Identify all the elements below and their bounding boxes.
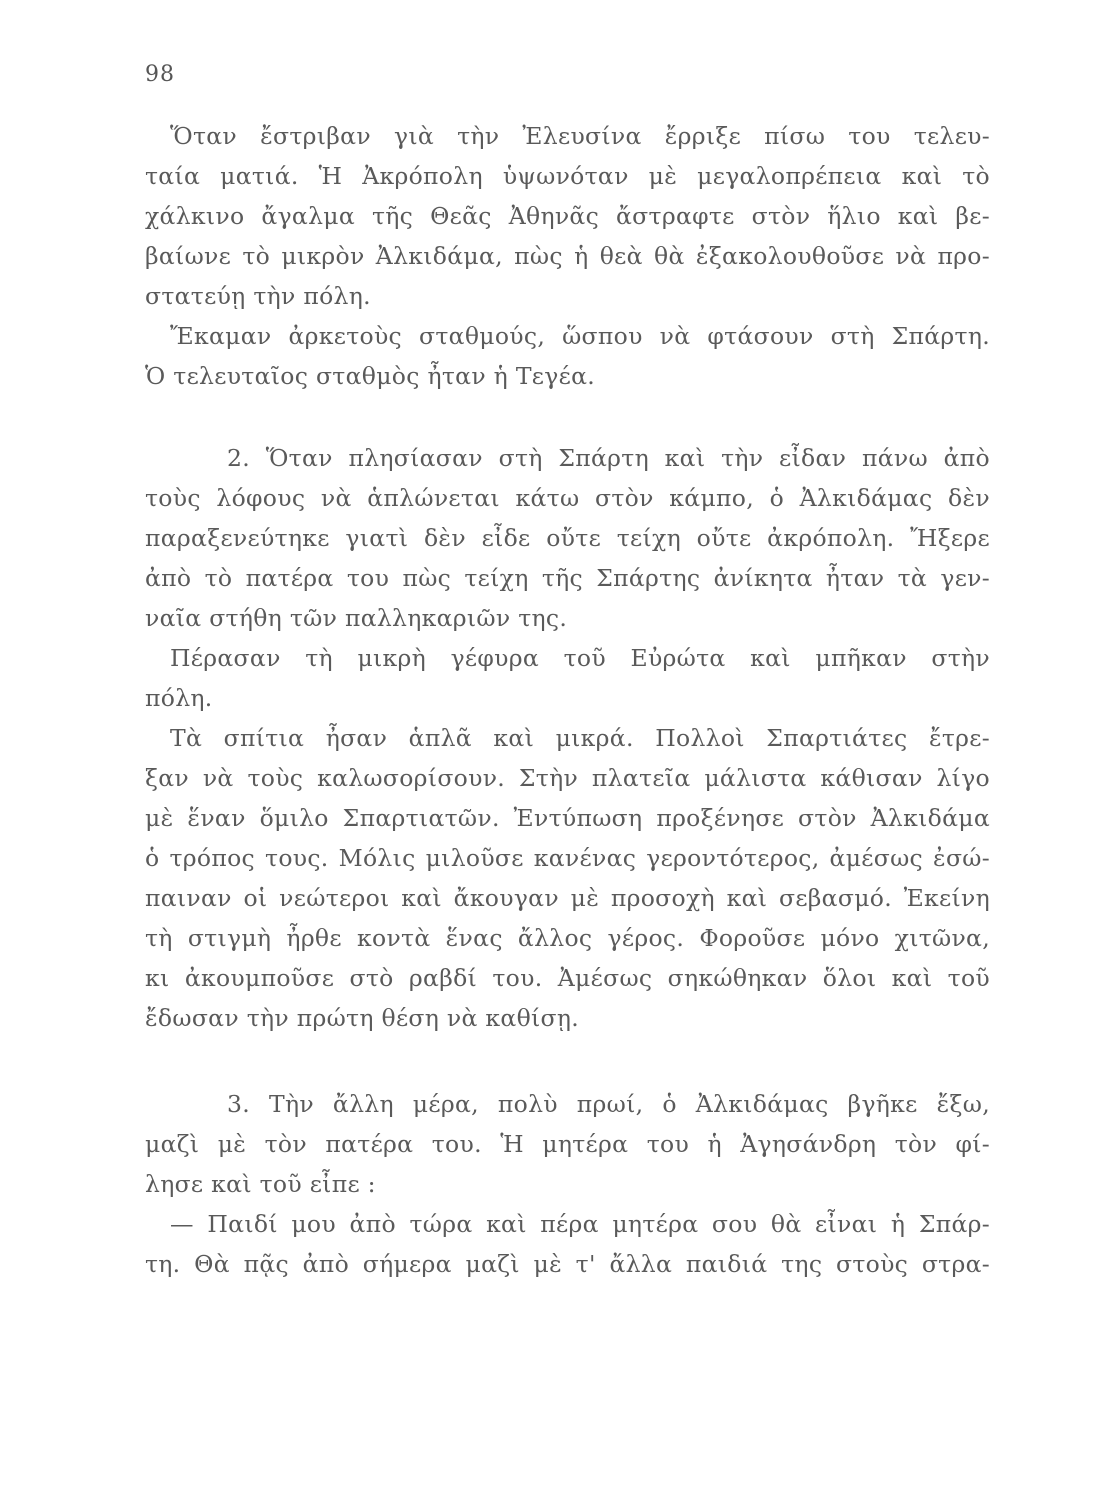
text-line: βαίωνε τὸ μικρὸν Ἀλκιδάμα, πὼς ἡ θεὰ θὰ ἐξακολουθοῦσε νὰ προ- [145,242,990,270]
paragraph [145,638,990,718]
text-line: μὲ ἕναν ὅμιλο Σπαρτιατῶν. Ἐντύπωση προξένησε στὸν Ἀλκιδάμα [145,804,990,832]
page-number: 98 [145,62,175,87]
text-line: λησε καὶ τοῦ εἶπε : [145,1170,376,1198]
text-line: ἔδωσαν τὴν πρώτη θέση νὰ καθίσῃ. [145,1004,580,1032]
body-text [145,116,990,1284]
section-gap [145,396,990,438]
text-line: Ὁ τελευταῖος σταθμὸς ἦταν ἡ Τεγέα. [145,362,596,390]
text-line: Πέρασαν τὴ μικρὴ γέφυρα τοῦ Εὐρώτα καὶ μπῆκαν στὴν [170,644,990,672]
text-line: παιναν οἱ νεώτεροι καὶ ἄκουγαν μὲ προσοχὴ καὶ σεβασμό. Ἐκείνη [145,884,990,912]
text-line: 2. Ὅταν πλησίασαν στὴ Σπάρτη καὶ τὴν εἶδαν πάνω ἀπὸ [227,444,990,472]
text-line: Ἔκαμαν ἀρκετοὺς σταθμούς, ὥσπου νὰ φτάσουν στὴ Σπάρτη. [170,322,990,350]
text-line: ὁ τρόπος τους. Μόλις μιλοῦσε κανένας γεροντότερος, ἀμέσως ἐσώ- [145,844,990,872]
text-line: Ὅταν ἔστριβαν γιὰ τὴν Ἐλευσίνα ἔρριξε πίσω του τελευ- [170,122,990,150]
text-line: ἀπὸ τὸ πατέρα του πὼς τείχη τῆς Σπάρτης ἀνίκητα ἦταν τὰ γεν- [145,564,990,592]
text-line: μαζὶ μὲ τὸν πατέρα του. Ἡ μητέρα του ἡ Ἀγησάνδρη τὸν φί- [145,1130,990,1158]
text-line: τὴ στιγμὴ ἦρθε κοντὰ ἕνας ἄλλος γέρος. Φοροῦσε μόνο χιτῶνα, [145,924,990,952]
text-line: παραξενεύτηκε γιατὶ δὲν εἶδε οὔτε τείχη οὔτε ἀκρόπολη. Ἤξερε [145,524,990,552]
text-line: — Παιδί μου ἀπὸ τώρα καὶ πέρα μητέρα σου θὰ εἶναι ἡ Σπάρ- [170,1210,990,1238]
text-line: τη. Θὰ πᾷς ἀπὸ σήμερα μαζὶ μὲ τ' ἄλλα παιδιά της στοὺς στρα- [145,1250,990,1278]
paragraph [145,438,990,638]
section-gap [145,1038,990,1084]
text-line: ξαν νὰ τοὺς καλωσορίσουν. Στὴν πλατεῖα μάλιστα κάθισαν λίγο [145,764,990,792]
text-line: 3. Τὴν ἄλλη μέρα, πολὺ πρωί, ὁ Ἀλκιδάμας βγῆκε ἔξω, [227,1090,990,1118]
text-line: κι ἀκουμποῦσε στὸ ραβδί του. Ἀμέσως σηκώθηκαν ὅλοι καὶ τοῦ [145,964,990,992]
paragraph [145,718,990,1038]
paragraph [145,1204,990,1284]
text-line: πόλη. [145,684,213,712]
text-line: τοὺς λόφους νὰ ἁπλώνεται κάτω στὸν κάμπο, ὁ Ἀλκιδάμας δὲν [145,484,990,512]
paragraph [145,316,990,396]
text-line: ναῖα στήθη τῶν παλληκαριῶν της. [145,604,568,632]
text-line: Τὰ σπίτια ἦσαν ἁπλᾶ καὶ μικρά. Πολλοὶ Σπαρτιάτες ἔτρε- [170,724,990,752]
text-line: ταία ματιά. Ἡ Ἀκρόπολη ὑψωνόταν μὲ μεγαλοπρέπεια καὶ τὸ [145,162,990,190]
text-line: στατεύῃ τὴν πόλη. [145,282,371,310]
paragraph [145,1084,990,1204]
text-line: χάλκινο ἄγαλμα τῆς Θεᾶς Ἀθηνᾶς ἄστραφτε στὸν ἥλιο καὶ βε- [145,202,990,230]
paragraph [145,116,990,316]
